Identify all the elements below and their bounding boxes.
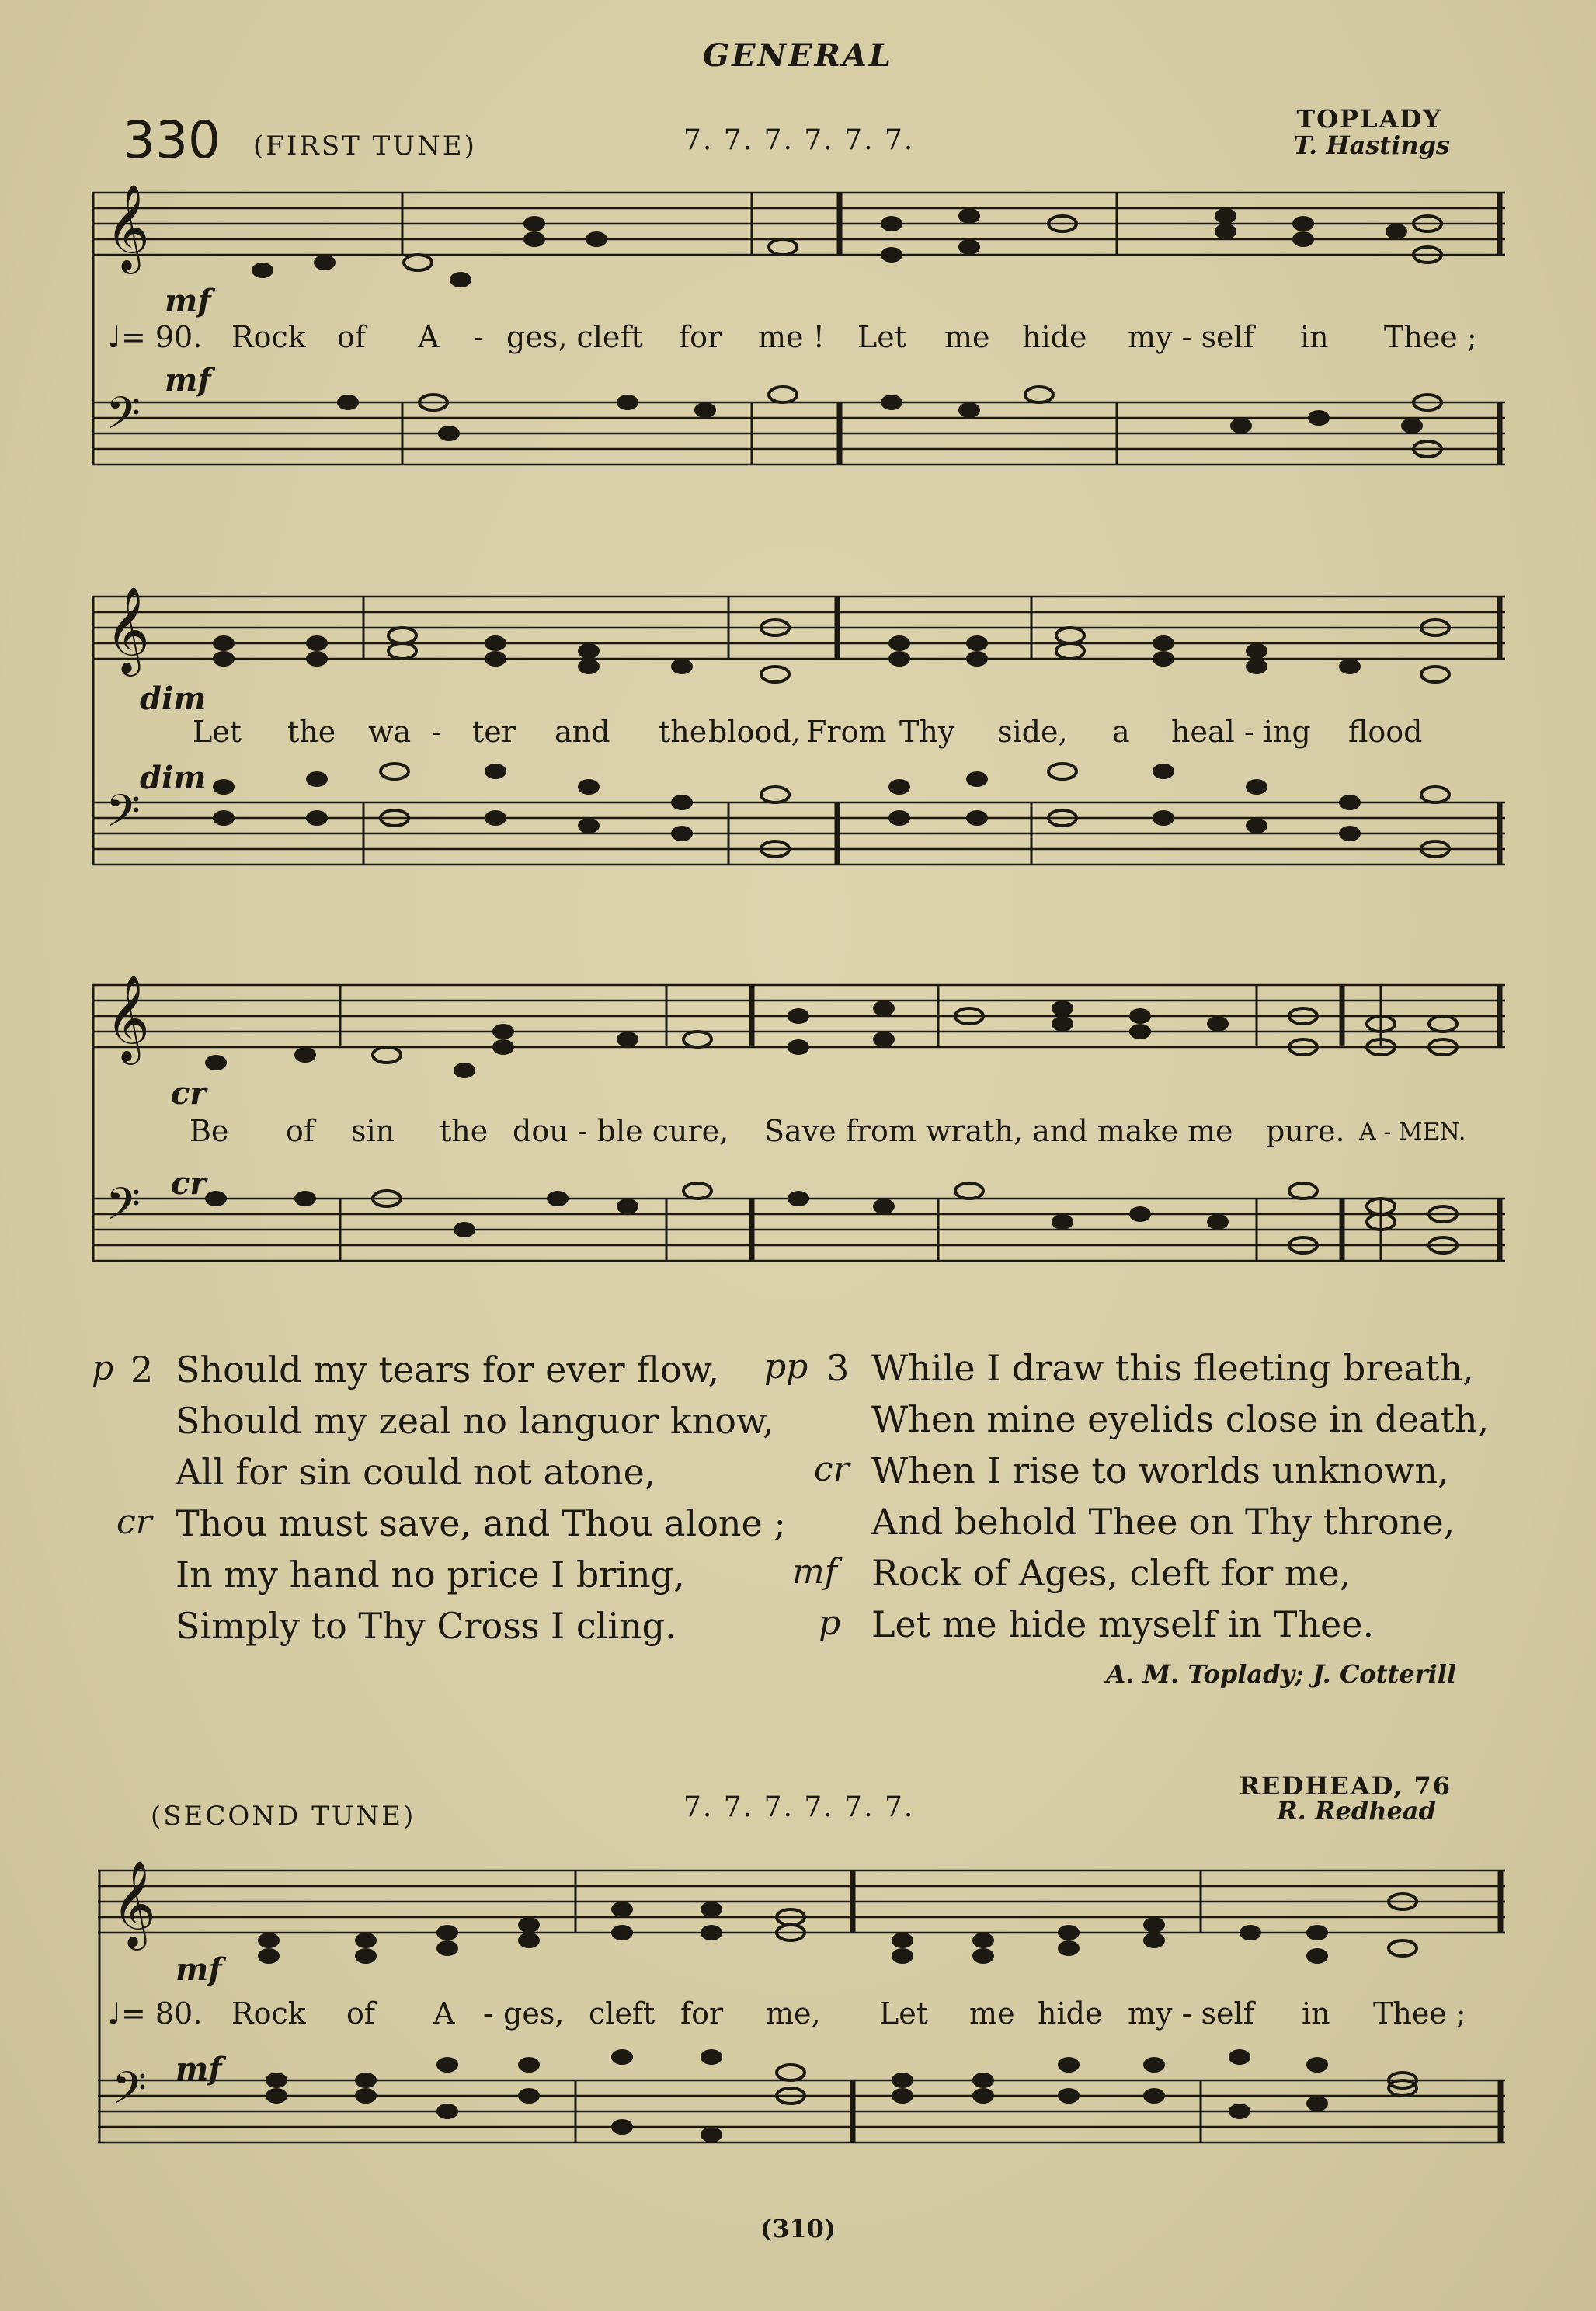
verse-line-dynamic: p [819, 1603, 841, 1643]
lyric: ges, [503, 1996, 565, 2031]
system-3-bass-dynamic: cr [171, 1165, 207, 1202]
lyric: Thee ; [1373, 1996, 1466, 2031]
lyric: dou - ble cure, [513, 1114, 729, 1148]
treble-clef-icon: 𝄞 [106, 183, 150, 270]
verse-line: Let me hide myself in Thee. [871, 1603, 1375, 1645]
lyric: me [969, 1996, 1015, 2031]
verse-line: When mine eyelids close in death, [871, 1398, 1490, 1440]
second-tune-label: (SECOND TUNE) [151, 1801, 416, 1832]
verse-line: While I draw this fleeting breath, [871, 1347, 1474, 1389]
lyric: Let [879, 1996, 928, 2031]
lyric: me ! [758, 320, 825, 354]
lyric: for [680, 1996, 724, 2031]
first-tune-composer: T. Hastings [1293, 131, 1450, 160]
lyric: heal - ing [1171, 715, 1311, 749]
lyric: of [346, 1996, 375, 2031]
lyric: of [286, 1114, 315, 1148]
lyric: Be [190, 1114, 229, 1148]
lyric: A [418, 320, 440, 354]
lyric: - [432, 715, 442, 749]
system-2-bass-dynamic: dim [140, 760, 207, 796]
lyric: in [1300, 320, 1329, 354]
verse-line: Should my tears for ever flow, [176, 1349, 720, 1390]
verse-line: Should my zeal no languor know, [176, 1400, 774, 1442]
first-tune-name: TOPLADY [1296, 104, 1442, 134]
lyric: ges, cleft [506, 320, 643, 354]
lyric: the [440, 1114, 489, 1148]
verse-line: All for sin could not atone, [176, 1451, 656, 1493]
lyric: hide [1022, 320, 1087, 354]
lyric: side, [997, 715, 1068, 749]
bass-clef-icon: 𝄢 [106, 785, 141, 848]
lyric: my - self [1128, 1996, 1254, 2031]
lyric: and [555, 715, 610, 749]
lyric: Rock [231, 320, 306, 354]
amen-lyric: A - MEN. [1359, 1119, 1466, 1146]
verse-line: Rock of Ages, cleft for me, [871, 1552, 1351, 1594]
first-tune-meter: 7. 7. 7. 7. 7. 7. [683, 124, 915, 156]
verse-2-dynamic: p [92, 1349, 114, 1388]
verse-line-dynamic: cr [814, 1450, 850, 1489]
lyric: hide [1038, 1996, 1103, 2031]
lyric: the [659, 715, 708, 749]
treble-clef-icon: 𝄞 [106, 586, 150, 673]
lyric: ter [472, 715, 516, 749]
tempo-marking-1: ♩= 90. [107, 320, 203, 354]
bass-clef-icon: 𝄢 [112, 2062, 148, 2125]
system-1-treble-dynamic: mf [165, 283, 211, 319]
lyric: in [1302, 1996, 1330, 2031]
hymn-number: 330 [123, 110, 221, 170]
lyric: blood, [708, 715, 801, 749]
verse-line: And behold Thee on Thy throne, [871, 1501, 1455, 1543]
system-2-treble-dynamic: dim [140, 680, 207, 717]
lyric: pure. [1266, 1114, 1345, 1148]
lyric: me [944, 320, 990, 354]
lyric: Let [857, 320, 906, 354]
lyric: for [679, 320, 722, 354]
second-tune-name: REDHEAD, 76 [1239, 1771, 1452, 1801]
lyric: my - self [1128, 320, 1254, 354]
verse-line: When I rise to worlds unknown, [871, 1450, 1449, 1491]
verse-line: In my hand no price I bring, [176, 1554, 685, 1596]
lyric: Thy [899, 715, 955, 749]
bass-clef-icon: 𝄢 [106, 387, 141, 451]
lyric: cleft [589, 1996, 655, 2031]
treble-clef-icon: 𝄞 [112, 1860, 156, 1947]
verse-3-number: 3 [826, 1347, 850, 1389]
lyric: flood [1348, 715, 1423, 749]
lyric: a [1112, 715, 1130, 749]
page-number: (310) [760, 2214, 836, 2243]
verse-line: Simply to Thy Cross I cling. [176, 1605, 676, 1647]
verse-3-dynamic: pp [764, 1347, 808, 1387]
second-tune-composer: R. Redhead [1277, 1796, 1436, 1825]
system-4-bass-dynamic: mf [176, 2051, 222, 2087]
system-4-treble-dynamic: mf [176, 1951, 222, 1988]
lyric: Let [193, 715, 242, 749]
lyric: sin [351, 1114, 395, 1148]
verse-line-dynamic: cr [116, 1502, 152, 1542]
lyric: the [287, 715, 336, 749]
verse-2-number: 2 [130, 1349, 154, 1390]
tempo-marking-2: ♩= 80. [107, 1996, 203, 2031]
lyric: of [337, 320, 366, 354]
bass-clef-icon: 𝄢 [106, 1178, 141, 1241]
verse-line-dynamic: mf [792, 1552, 838, 1592]
lyric: Rock [231, 1996, 306, 2031]
system-3-treble-dynamic: cr [171, 1075, 207, 1112]
lyric: wa [368, 715, 412, 749]
treble-clef-icon: 𝄞 [106, 974, 150, 1061]
section-title: GENERAL [702, 37, 894, 74]
system-1-bass-dynamic: mf [165, 362, 211, 399]
verse-attribution: A. M. Toplady; J. Cotterill [1106, 1659, 1456, 1689]
lyric: A [433, 1996, 455, 2031]
lyric: me, [766, 1996, 821, 2031]
lyric: Save from wrath, and make me [764, 1114, 1233, 1148]
lyric: From [806, 715, 887, 749]
verse-line: Thou must save, and Thou alone ; [176, 1502, 786, 1544]
lyric: - [474, 320, 484, 354]
second-tune-meter: 7. 7. 7. 7. 7. 7. [683, 1791, 915, 1823]
lyric: - [483, 1996, 493, 2031]
first-tune-label: (FIRST TUNE) [253, 131, 477, 162]
lyric: Thee ; [1384, 320, 1477, 354]
